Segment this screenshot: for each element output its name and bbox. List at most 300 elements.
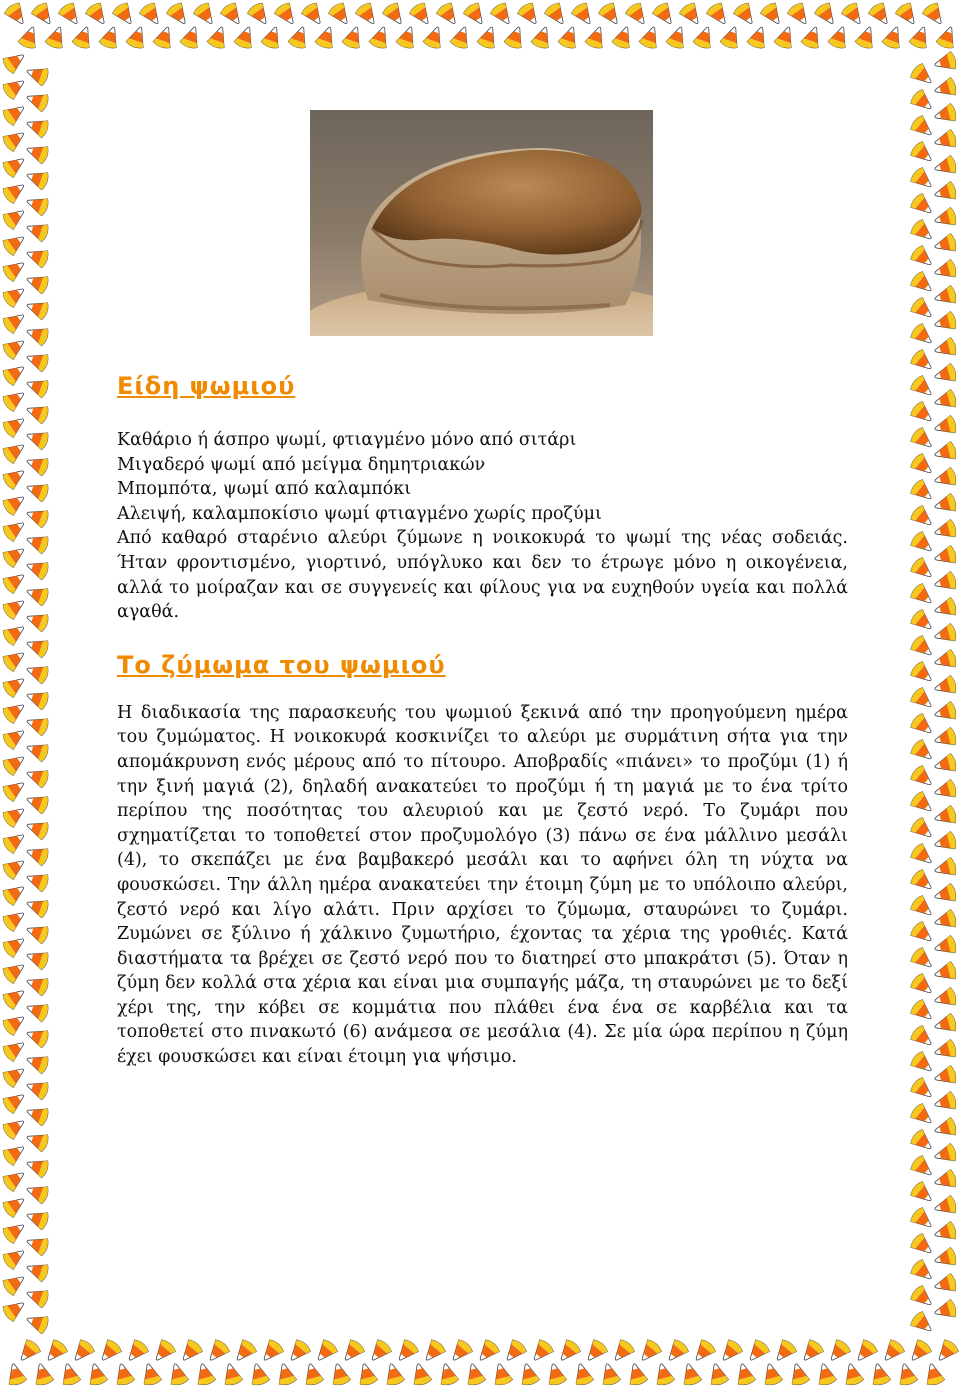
candy-corn-icon — [933, 103, 958, 126]
candy-corn-icon — [528, 1338, 555, 1366]
candy-corn-icon — [24, 219, 50, 243]
candy-corn-icon — [598, 1362, 621, 1387]
candy-corn-icon — [447, 1338, 474, 1366]
candy-corn-icon — [717, 1338, 744, 1366]
candy-corn-icon — [933, 1299, 958, 1322]
candy-corn-icon — [84, 1, 111, 29]
candy-corn-icon — [395, 24, 419, 50]
candy-corn-icon — [933, 181, 958, 204]
candy-corn-icon — [24, 323, 50, 347]
candy-corn-icon — [800, 24, 824, 50]
candy-corn-icon — [96, 1338, 123, 1366]
candy-corn-icon — [690, 1338, 717, 1366]
candy-corn-icon — [57, 1, 84, 29]
candy-corn-icon — [422, 24, 446, 50]
candy-corn-icon — [300, 1, 327, 29]
candy-corn-icon — [1, 724, 29, 751]
candy-corn-icon — [868, 1362, 891, 1387]
candy-corn-icon — [652, 1362, 675, 1387]
candy-corn-icon — [933, 727, 958, 750]
candy-corn-icon — [909, 296, 937, 323]
candy-corn-icon — [355, 1362, 378, 1387]
candy-corn-icon — [69, 1338, 96, 1366]
candy-corn-icon — [112, 1362, 135, 1387]
candy-corn-icon — [24, 193, 50, 217]
candy-corn-icon — [1, 178, 29, 205]
bread-type-line: Καθάριο ή άσπρο ψωμί, φτιαγμένο μόνο από σιτάρι — [117, 430, 577, 450]
candy-corn-icon — [179, 24, 203, 50]
candy-corn-icon — [909, 1128, 937, 1155]
candy-corn-icon — [24, 479, 50, 503]
candy-corn-icon — [1, 126, 29, 153]
candy-corn-icon — [1, 750, 29, 777]
candy-corn-icon — [1, 74, 29, 101]
candy-corn-icon — [909, 920, 937, 947]
candy-corn-icon — [449, 24, 473, 50]
candy-corn-icon — [24, 1103, 50, 1127]
candy-corn-icon — [24, 531, 50, 555]
candy-corn-icon — [24, 297, 50, 321]
candy-corn-icon — [909, 322, 937, 349]
candy-corn-icon — [786, 1, 813, 29]
candy-corn-icon — [909, 712, 937, 739]
candy-corn-icon — [909, 1258, 937, 1285]
candy-corn-icon — [881, 24, 905, 50]
candy-corn-icon — [933, 415, 958, 438]
candy-corn-icon — [219, 1, 246, 29]
candy-corn-icon — [933, 519, 958, 542]
candy-corn-icon — [909, 1154, 937, 1181]
candy-corn-icon — [258, 1338, 285, 1366]
candy-corn-icon — [909, 790, 937, 817]
candy-corn-icon — [24, 1207, 50, 1231]
section-heading-bread-types: Είδη ψωμιού — [117, 372, 296, 400]
candy-corn-icon — [933, 1039, 958, 1062]
candy-corn-icon — [678, 1, 705, 29]
candy-corn-icon — [933, 1273, 958, 1296]
candy-corn-icon — [909, 1206, 937, 1233]
candy-corn-icon — [15, 1338, 42, 1366]
candy-corn-icon — [692, 24, 716, 50]
candy-corn-icon — [1, 646, 29, 673]
candy-corn-icon — [152, 24, 176, 50]
kneading-paragraph: Η διαδικασία της παρασκευής του ψωμιού ξεκινά από την προηγούμενη ημέρα του ζυμώματος. Η νοικοκυρά κοσκινίζει το αλεύρι με συρμάτινη σήτα για την απομάκρυνση ενός μέρους από το πίτουρο. Αποβραδίς «πιάνει» το προζύμι (1) ή την ξινή μαγιά (2), δηλαδή ανακατεύει το προζύμι ή τη μαγιά με το ένα τρίτο περίπου της ποσότητας του αλευριού και με ζεστό νερό. Το ζυμάρι που σχηματίζεται το τοποθετεί στον προζυμολόγο (3) πάνω σε ένα μάλλινο μεσάλι (4), το σκεπάζει με ένα βαμβακερό μεσάλι και το αφήνει όλη τη νύχτα να φουσκώσει. Την άλλη ημέρα ανακατεύει την έτοιμη ζύμη με το υπόλοιπο αλεύρι, ζεστό νερό και λίγο αλάτι. Πριν αρχίσει το ζύμωμα, σταυρώνει το ζυμάρι. Ζυμώνει σε ξύλινο ή χάλκινο ζυμωτήριο, έχοντας τα χέρια της γροθιές. Κατά διαστήματα τα βρέχει σε ζεστό νερό που το διατηρεί στο μπακράτσι (5). Όταν η ζύμη δεν κολλά στα χέρια και είναι μια συμπαγής μάζα, τη σταυρώνει με το δεξί χέρι της, την κόβει σε κομμάτια που πλάθει ένα ένα σε καρβέλια και τα τοποθετεί στο πινακωτό (6) ανάμεσα σε μεσάλια (4). Σε μία ώρα περίπου η ζύμη έχει φουσκώσει και είναι έτοιμη για ψήσιμο. — [117, 702, 848, 1068]
candy-corn-icon — [705, 1, 732, 29]
candy-corn-icon — [909, 1310, 937, 1337]
candy-corn-icon — [909, 478, 937, 505]
candy-corn-icon — [273, 1, 300, 29]
candy-corn-icon — [192, 1, 219, 29]
candy-corn-icon — [597, 1, 624, 29]
candy-corn-icon — [301, 1362, 324, 1387]
candy-corn-icon — [24, 661, 50, 685]
candy-corn-icon — [58, 1362, 81, 1387]
candy-corn-icon — [165, 1, 192, 29]
candy-corn-icon — [1, 1166, 29, 1193]
candy-corn-icon — [1, 1010, 29, 1037]
candy-corn-icon — [933, 961, 958, 984]
candy-corn-icon — [933, 1221, 958, 1244]
candy-corn-icon — [933, 1143, 958, 1166]
candy-corn-icon — [24, 713, 50, 737]
candy-corn-icon — [909, 140, 937, 167]
candy-corn-icon — [501, 1338, 528, 1366]
candy-corn-icon — [1, 1114, 29, 1141]
candy-corn-icon — [909, 88, 937, 115]
candy-corn-icon — [771, 1338, 798, 1366]
candy-corn-icon — [285, 1338, 312, 1366]
candy-corn-icon — [24, 453, 50, 477]
candy-corn-icon — [933, 675, 958, 698]
candy-corn-icon — [24, 1051, 50, 1075]
candy-corn-icon — [1, 516, 29, 543]
candy-corn-icon — [436, 1362, 459, 1387]
candy-corn-icon — [287, 24, 311, 50]
candy-corn-icon — [909, 972, 937, 999]
candy-corn-icon — [24, 739, 50, 763]
candy-corn-icon — [1, 1036, 29, 1063]
candy-corn-icon — [933, 935, 958, 958]
candy-corn-icon — [814, 1362, 837, 1387]
candy-corn-icon — [909, 1232, 937, 1259]
candy-corn-icon — [582, 1338, 609, 1366]
candy-corn-icon — [933, 623, 958, 646]
candy-corn-icon — [24, 1311, 50, 1335]
candy-corn-icon — [24, 609, 50, 633]
candy-corn-icon — [909, 556, 937, 583]
candy-corn-icon — [339, 1338, 366, 1366]
candy-corn-icon — [933, 259, 958, 282]
candy-corn-icon — [1, 386, 29, 413]
candy-corn-icon — [24, 1259, 50, 1283]
candy-corn-icon — [1, 620, 29, 647]
candy-corn-icon — [909, 452, 937, 479]
candy-corn-icon — [933, 831, 958, 854]
candy-corn-icon — [206, 24, 230, 50]
candy-corn-icon — [1, 1140, 29, 1167]
candy-corn-icon — [1, 1218, 29, 1245]
candy-corn-icon — [1, 360, 29, 387]
candy-corn-icon — [24, 167, 50, 191]
candy-corn-icon — [1, 282, 29, 309]
candy-corn-icon — [490, 1362, 513, 1387]
candy-corn-icon — [42, 1338, 69, 1366]
candy-corn-icon — [125, 24, 149, 50]
candy-corn-icon — [409, 1362, 432, 1387]
candy-corn-icon — [909, 998, 937, 1025]
candy-corn-icon — [233, 24, 257, 50]
candy-corn-icon — [24, 89, 50, 113]
candy-corn-icon — [435, 1, 462, 29]
candy-corn-icon — [44, 24, 68, 50]
candy-corn-icon — [611, 24, 635, 50]
candy-corn-icon — [636, 1338, 663, 1366]
candy-corn-icon — [665, 24, 689, 50]
candy-corn-icon — [933, 389, 958, 412]
candy-corn-icon — [909, 660, 937, 687]
candy-corn-icon — [1, 48, 29, 75]
candy-corn-icon — [260, 24, 284, 50]
candy-corn-icon — [933, 909, 958, 932]
candy-corn-icon — [909, 686, 937, 713]
candy-corn-icon — [24, 947, 50, 971]
candy-corn-icon — [933, 1195, 958, 1218]
candy-corn-icon — [24, 765, 50, 789]
candy-corn-icon — [1, 880, 29, 907]
candy-corn-icon — [503, 24, 527, 50]
candy-corn-icon — [516, 1, 543, 29]
candy-corn-icon — [933, 311, 958, 334]
candy-corn-icon — [1, 1244, 29, 1271]
candy-corn-icon — [909, 816, 937, 843]
candy-corn-icon — [24, 505, 50, 529]
bread-type-line: Μπομπότα, ψωμί από καλαμπόκι — [117, 479, 412, 500]
candy-corn-icon — [204, 1338, 231, 1366]
candy-corn-icon — [4, 1362, 27, 1387]
candy-corn-icon — [933, 545, 958, 568]
candy-corn-icon — [787, 1362, 810, 1387]
candy-corn-icon — [909, 218, 937, 245]
candy-corn-icon — [24, 557, 50, 581]
candy-corn-icon — [909, 842, 937, 869]
candy-corn-icon — [354, 1, 381, 29]
candy-corn-icon — [909, 244, 937, 271]
candy-corn-icon — [909, 530, 937, 557]
candy-corn-icon — [1, 230, 29, 257]
candy-corn-icon — [651, 1, 678, 29]
candy-corn-icon — [24, 1285, 50, 1309]
candy-corn-icon — [1, 100, 29, 127]
candy-corn-icon — [543, 1, 570, 29]
candy-corn-icon — [909, 374, 937, 401]
candy-corn-icon — [139, 1362, 162, 1387]
candy-corn-icon — [909, 426, 937, 453]
candy-corn-icon — [1, 256, 29, 283]
candy-corn-icon — [24, 245, 50, 269]
candy-corn-icon — [24, 973, 50, 997]
candy-corn-icon — [933, 571, 958, 594]
candy-corn-icon — [571, 1362, 594, 1387]
candy-corn-icon — [933, 857, 958, 880]
candy-corn-icon — [852, 1338, 879, 1366]
candy-corn-icon — [933, 207, 958, 230]
candy-corn-icon — [933, 1065, 958, 1088]
candy-corn-icon — [24, 141, 50, 165]
candy-corn-icon — [908, 24, 932, 50]
candy-corn-icon — [557, 24, 581, 50]
candy-corn-icon — [150, 1338, 177, 1366]
candy-corn-icon — [921, 1, 948, 29]
candy-corn-icon — [1, 802, 29, 829]
candy-corn-icon — [854, 24, 878, 50]
bread-photo — [310, 110, 653, 336]
candy-corn-icon — [1, 438, 29, 465]
candy-corn-icon — [909, 634, 937, 661]
candy-corn-icon — [366, 1338, 393, 1366]
candy-corn-icon — [30, 1, 57, 29]
bread-loaf-image — [310, 110, 653, 336]
candy-corn-icon — [328, 1362, 351, 1387]
candy-corn-icon — [24, 375, 50, 399]
candy-corn-icon — [719, 24, 743, 50]
candy-corn-icon — [3, 1, 30, 29]
candy-corn-icon — [312, 1338, 339, 1366]
candy-corn-icon — [773, 24, 797, 50]
candy-corn-icon — [1, 412, 29, 439]
candy-corn-icon — [123, 1338, 150, 1366]
candy-corn-icon — [933, 51, 958, 74]
candy-corn-icon — [220, 1362, 243, 1387]
candy-corn-icon — [476, 24, 500, 50]
candy-corn-icon — [24, 63, 50, 87]
candy-corn-icon — [909, 62, 937, 89]
candy-corn-icon — [1, 672, 29, 699]
candy-corn-icon — [841, 1362, 864, 1387]
candy-corn-icon — [17, 24, 41, 50]
candy-corn-icon — [24, 1233, 50, 1257]
candy-corn-icon — [933, 883, 958, 906]
candy-corn-icon — [341, 24, 365, 50]
candy-corn-icon — [933, 1091, 958, 1114]
candy-corn-icon — [909, 946, 937, 973]
candy-corn-icon — [933, 1117, 958, 1140]
candy-corn-icon — [1, 932, 29, 959]
candy-corn-icon — [570, 1, 597, 29]
candy-corn-icon — [24, 115, 50, 139]
candy-corn-icon — [1, 334, 29, 361]
candy-corn-icon — [1, 490, 29, 517]
candy-corn-icon — [909, 114, 937, 141]
candy-corn-icon — [909, 1024, 937, 1051]
candy-corn-icon — [382, 1362, 405, 1387]
candy-corn-icon — [933, 1169, 958, 1192]
candy-corn-icon — [1, 1270, 29, 1297]
candy-corn-icon — [368, 24, 392, 50]
candy-corn-icon — [933, 701, 958, 724]
candy-corn-icon — [909, 166, 937, 193]
candy-corn-icon — [933, 805, 958, 828]
candy-corn-icon — [909, 1050, 937, 1077]
candy-corn-icon — [24, 1155, 50, 1179]
candy-corn-icon — [71, 24, 95, 50]
candy-corn-icon — [24, 869, 50, 893]
candy-corn-icon — [1, 828, 29, 855]
candy-corn-icon — [909, 868, 937, 895]
candy-corn-icon — [85, 1362, 108, 1387]
candy-corn-icon — [909, 894, 937, 921]
candy-corn-icon — [760, 1362, 783, 1387]
candy-corn-icon — [24, 1077, 50, 1101]
candy-corn-icon — [462, 1, 489, 29]
candy-corn-icon — [625, 1362, 648, 1387]
bread-types-list — [117, 428, 848, 526]
candy-corn-icon — [909, 1180, 937, 1207]
candy-corn-icon — [24, 635, 50, 659]
candy-corn-icon — [1, 1062, 29, 1089]
candy-corn-icon — [1, 464, 29, 491]
candy-corn-icon — [24, 1129, 50, 1153]
candy-corn-icon — [609, 1338, 636, 1366]
candy-corn-icon — [1, 594, 29, 621]
candy-corn-icon — [544, 1362, 567, 1387]
candy-corn-icon — [408, 1, 435, 29]
bread-types-paragraph: Από καθαρό σταρένιο αλεύρι ζύμωνε η νοικοκυρά το ψωμί της νέας σοδειάς. Ήταν φροντισμένο, γιορτινό, υπόγλυκο και δεν το έτρωγε μόνο η οικογένεια, αλλά το μοίραζαν και σε συγγενείς και φίλους για να ευχηθούν υγεία και πολλά αγαθά. — [117, 528, 848, 623]
candy-corn-icon — [1, 308, 29, 335]
candy-corn-icon — [933, 649, 958, 672]
candy-corn-icon — [706, 1362, 729, 1387]
candy-corn-icon — [1, 568, 29, 595]
candy-corn-icon — [24, 999, 50, 1023]
candy-corn-icon — [909, 582, 937, 609]
candy-corn-icon — [274, 1362, 297, 1387]
candy-corn-icon — [933, 233, 958, 256]
candy-corn-icon — [530, 24, 554, 50]
candy-corn-icon — [895, 1362, 918, 1387]
candy-corn-icon — [867, 1, 894, 29]
candy-corn-icon — [933, 779, 958, 802]
candy-corn-icon — [933, 1247, 958, 1270]
candy-corn-icon — [879, 1338, 906, 1366]
candy-corn-icon — [933, 441, 958, 464]
candy-corn-icon — [813, 1, 840, 29]
candy-corn-icon — [24, 401, 50, 425]
document-content — [117, 368, 848, 1087]
candy-corn-icon — [746, 24, 770, 50]
candy-corn-icon — [1, 906, 29, 933]
candy-corn-icon — [111, 1, 138, 29]
candy-corn-icon — [1, 152, 29, 179]
candy-corn-icon — [1, 698, 29, 725]
candy-corn-icon — [933, 493, 958, 516]
candy-corn-icon — [1, 854, 29, 881]
candy-corn-icon — [840, 1, 867, 29]
candy-corn-icon — [474, 1338, 501, 1366]
candy-corn-icon — [381, 1, 408, 29]
candy-corn-icon — [909, 400, 937, 427]
candy-corn-icon — [393, 1338, 420, 1366]
candy-corn-icon — [1, 984, 29, 1011]
candy-corn-icon — [679, 1362, 702, 1387]
candy-corn-icon — [314, 24, 338, 50]
candy-corn-icon — [555, 1338, 582, 1366]
candy-corn-icon — [193, 1362, 216, 1387]
candy-corn-icon — [24, 427, 50, 451]
candy-corn-icon — [933, 753, 958, 776]
candy-corn-icon — [98, 24, 122, 50]
section-heading-kneading: Το ζύμωμα του ψωμιού — [117, 650, 446, 679]
candy-corn-icon — [906, 1338, 933, 1366]
candy-corn-icon — [935, 24, 959, 50]
candy-corn-icon — [1, 542, 29, 569]
candy-corn-icon — [933, 337, 958, 360]
candy-corn-icon — [894, 1, 921, 29]
candy-corn-icon — [24, 583, 50, 607]
candy-corn-icon — [177, 1338, 204, 1366]
bread-type-line: Αλειψή, καλαμποκίσιο ψωμί φτιαγμένο χωρίς προζύμι — [117, 503, 602, 524]
candy-corn-icon — [933, 597, 958, 620]
candy-corn-icon — [744, 1338, 771, 1366]
candy-corn-icon — [489, 1, 516, 29]
candy-corn-icon — [24, 895, 50, 919]
candy-corn-icon — [246, 1, 273, 29]
candy-corn-icon — [1, 776, 29, 803]
candy-corn-icon — [933, 1013, 958, 1036]
candy-corn-icon — [1, 1296, 29, 1323]
candy-corn-icon — [909, 270, 937, 297]
candy-corn-icon — [24, 921, 50, 945]
candy-corn-icon — [24, 791, 50, 815]
candy-corn-icon — [909, 608, 937, 635]
